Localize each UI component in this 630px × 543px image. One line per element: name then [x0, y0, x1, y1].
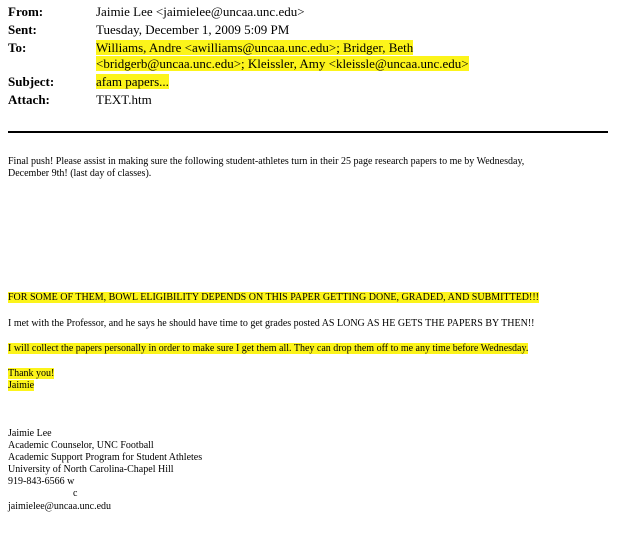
from-value: Jaimie Lee <jaimielee@uncaa.unc.edu>: [96, 4, 305, 19]
sent-label: Sent:: [8, 22, 37, 37]
sign-name-text: Jaimie: [8, 380, 35, 391]
sent-value: Tuesday, December 1, 2009 5:09 PM: [96, 22, 290, 37]
intro-line-1: Final push! Please assist in making sure the following student-athletes turn in their 25 page research papers to me by Wednesday,: [8, 156, 525, 167]
bowl-eligibility-text: FOR SOME OF THEM, BOWL ELIGIBILITY DEPENDS ON THIS PAPER GETTING DONE, GRADED, AND SUBMITTED!!!: [8, 292, 540, 303]
header-divider: [8, 131, 608, 133]
signature-email: jaimielee@uncaa.unc.edu: [8, 501, 112, 512]
collect-papers-text: I will collect the papers personally in order to make sure I get them all. They can drop them off to me any time before Wednesday.: [8, 343, 529, 354]
signature-university: University of North Carolina-Chapel Hill: [8, 464, 174, 475]
from-label: From:: [8, 4, 44, 19]
to-value-line1-text: Williams, Andre <awilliams@uncaa.unc.edu>; Bridger, Beth: [96, 40, 414, 55]
signature-program: Academic Support Program for Student Athletes: [8, 452, 203, 463]
collect-papers-line: [8, 343, 528, 355]
signature-name: Jaimie Lee: [8, 428, 52, 439]
intro-line-2: December 9th! (last day of classes).: [8, 168, 152, 179]
professor-line: I met with the Professor, and he says he should have time to get grades posted AS LONG AS HE GETS THE PAPERS BY THEN!!: [8, 318, 535, 329]
bowl-eligibility-line: [8, 292, 539, 304]
signature-phone-c: c: [73, 488, 78, 499]
signature-title: Academic Counselor, UNC Football: [8, 440, 154, 451]
to-value-line1: [96, 40, 413, 56]
signature-phone: 919-843-6566 w: [8, 476, 75, 487]
attach-value: TEXT.htm: [96, 92, 152, 107]
to-value-line2-text: <bridgerb@uncaa.unc.edu>; Kleissler, Amy <kleissle@uncaa.unc.edu>: [96, 56, 469, 71]
subject-value: [96, 74, 169, 90]
thanks-text: Thank you!: [8, 368, 55, 379]
sign-name-line: [8, 380, 34, 392]
to-value-line2: [96, 56, 469, 72]
thanks-line: [8, 368, 54, 380]
subject-label: Subject:: [8, 74, 55, 89]
to-label: To:: [8, 40, 27, 55]
attach-label: Attach:: [8, 92, 50, 107]
subject-value-text: afam papers...: [96, 74, 169, 89]
